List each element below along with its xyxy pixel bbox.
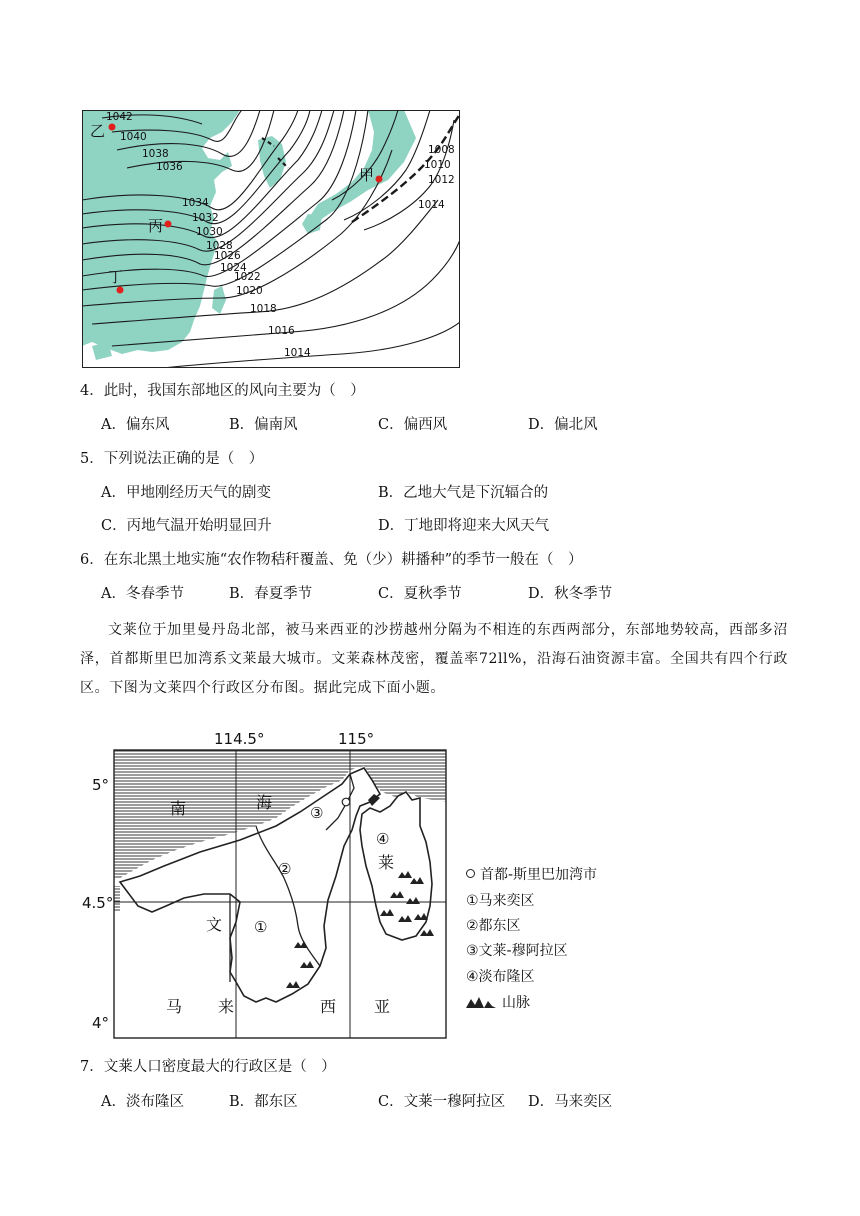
lat-label-5: 5°: [92, 776, 110, 794]
svg-text:1032: 1032: [192, 212, 219, 224]
sea-west-edge: [114, 886, 120, 912]
place-bing: 丙: [148, 217, 164, 235]
svg-text:1010: 1010: [424, 159, 451, 171]
svg-text:1028: 1028: [206, 240, 233, 252]
place-jia: 甲: [359, 166, 375, 184]
capital-marker: [342, 798, 350, 806]
label-hai: 海: [256, 793, 273, 812]
q4-option-a[interactable]: A．偏东风: [101, 417, 170, 433]
q4-stem: 4．此时，我国东部地区的风向主要为（ ）: [80, 383, 365, 399]
q7-option-d[interactable]: D．马来奕区: [528, 1094, 613, 1110]
district-3: ③: [310, 804, 324, 822]
q6-option-a[interactable]: A．冬春季节: [101, 586, 184, 602]
svg-text:1020: 1020: [236, 285, 263, 297]
place-yi: 乙: [90, 122, 106, 140]
svg-text:1018: 1018: [250, 303, 277, 315]
svg-text:1022: 1022: [234, 271, 261, 283]
svg-text:1024: 1024: [220, 262, 247, 274]
brunei-map: [80, 726, 460, 1042]
isobar-map: [82, 110, 460, 368]
svg-text:1014: 1014: [418, 199, 445, 211]
place-ding: 丁: [108, 268, 124, 286]
q5-option-d[interactable]: D．丁地即将迎来大风天气: [378, 518, 550, 534]
q5-stem: 5．下列说法正确的是（ ）: [80, 451, 264, 467]
district-1: ①: [254, 918, 268, 936]
district-4: ④: [376, 830, 390, 848]
q7-option-a[interactable]: A．淡布隆区: [101, 1094, 184, 1110]
q5-option-a[interactable]: A．甲地刚经历天气的剧变: [101, 485, 271, 501]
q6-option-c[interactable]: C．夏秋季节: [378, 586, 462, 602]
q7-option-b[interactable]: B．都东区: [229, 1094, 298, 1110]
q6-stem: 6．在东北黑土地实施“农作物秸秆覆盖、免（少）耕播种”的季节一般在（ ）: [80, 552, 583, 568]
q5-option-c[interactable]: C．丙地气温开始明显回升: [101, 518, 272, 534]
svg-text:1012: 1012: [428, 174, 455, 186]
label-lai: 莱: [378, 853, 395, 872]
q4-option-b[interactable]: B．偏南风: [229, 417, 298, 433]
brunei-passage: 文莱位于加里曼丹岛北部，被马来西亚的沙捞越州分隔为不相连的东西两部分，东部地势较高，西部多沼泽，首都斯里巴加湾系文莱最大城市。文莱森林茂密，覆盖率72ll%，沿海石油资源丰富。全国共有四个行政区。下图为文莱四个行政区分布图。据此完成下面小题。: [80, 622, 788, 696]
circle-icon: [466, 869, 475, 878]
district-2: ②: [278, 860, 292, 878]
lat-label-45: 4.5°: [82, 894, 114, 912]
label-ya: 亚: [374, 997, 391, 1016]
label-nan: 南: [170, 799, 187, 818]
mountain-icon: [466, 996, 496, 1008]
svg-text:1026: 1026: [214, 250, 241, 262]
lon-label-1145: 114.5°: [214, 730, 265, 748]
legend-district-2: ②都东区: [466, 918, 521, 934]
svg-text:1016: 1016: [268, 325, 295, 337]
lat-label-4: 4°: [92, 1014, 110, 1032]
q4-option-d[interactable]: D．偏北风: [528, 417, 598, 433]
lon-label-115: 115°: [338, 730, 375, 748]
legend-district-3: ③文莱-穆阿拉区: [466, 943, 568, 959]
q7-option-c[interactable]: C．文莱一穆阿拉区: [378, 1094, 506, 1110]
svg-text:1036: 1036: [156, 161, 183, 173]
q4-option-c[interactable]: C．偏西风: [378, 417, 448, 433]
svg-text:1038: 1038: [142, 148, 169, 160]
legend-district-1: ①马来奕区: [466, 893, 535, 909]
legend-district-4: ④淡布隆区: [466, 969, 535, 985]
legend-capital: 首都-斯里巴加湾市: [466, 864, 597, 884]
q6-option-b[interactable]: B．春夏季节: [229, 586, 313, 602]
svg-text:1014: 1014: [284, 347, 311, 359]
label-wen: 文: [206, 915, 223, 934]
svg-text:1030: 1030: [196, 226, 223, 238]
q5-option-b[interactable]: B．乙地大气是下沉辐合的: [378, 485, 549, 501]
legend-mountain: 山脉: [466, 992, 530, 1012]
q7-stem: 7．文莱人口密度最大的行政区是（ ）: [80, 1059, 336, 1075]
label-lai2: 来: [218, 997, 235, 1016]
q6-option-d[interactable]: D．秋冬季节: [528, 586, 613, 602]
label-ma: 马: [166, 997, 183, 1016]
svg-text:1034: 1034: [182, 197, 209, 209]
svg-text:1042: 1042: [106, 111, 133, 123]
svg-text:1040: 1040: [120, 131, 147, 143]
label-xi: 西: [320, 997, 337, 1016]
svg-text:1008: 1008: [428, 144, 455, 156]
